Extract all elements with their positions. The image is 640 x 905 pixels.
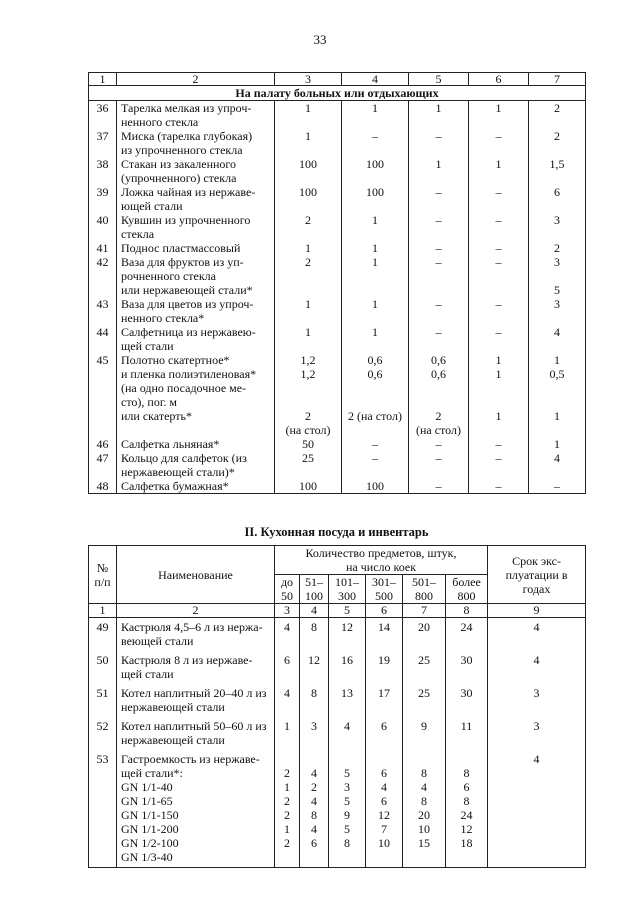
item-value: 4 xyxy=(275,684,300,717)
item-value: 1,2 1,2 2 (на стол) xyxy=(275,353,342,437)
table-row xyxy=(89,437,586,451)
item-value: 1 xyxy=(529,437,586,451)
item-value: – xyxy=(469,241,529,255)
section-title-kitchen: II. Кухонная посуда и инвентарь xyxy=(244,525,429,539)
header-beds: 51– 100 xyxy=(300,575,329,604)
item-value: – xyxy=(409,185,469,213)
table-row xyxy=(89,129,586,157)
item-value: – xyxy=(469,451,529,479)
item-value: 6 xyxy=(529,185,586,213)
row-number: 53 xyxy=(89,750,117,868)
row-number: 52 xyxy=(89,717,117,750)
item-value: 24 xyxy=(446,618,488,652)
item-value: 3 xyxy=(300,717,329,750)
column-number: 5 xyxy=(409,73,469,86)
item-value: – xyxy=(469,479,529,494)
item-value: 1 1 1 xyxy=(469,353,529,437)
item-value: 1 xyxy=(342,297,409,325)
item-value: 1 xyxy=(275,101,342,130)
item-value: 1 xyxy=(409,101,469,130)
item-value: 1 xyxy=(275,325,342,353)
column-number: 1 xyxy=(89,604,117,618)
table-row xyxy=(89,325,586,353)
item-value: 13 xyxy=(329,684,366,717)
row-number: 37 xyxy=(89,129,117,157)
item-name: Салфетка бумажная* xyxy=(117,479,275,494)
item-value: 1 xyxy=(342,101,409,130)
column-number: 2 xyxy=(117,604,275,618)
item-value: – xyxy=(409,451,469,479)
item-value: 12 xyxy=(329,618,366,652)
item-value: – xyxy=(409,241,469,255)
header-qty: Количество предметов, штук, на число коек xyxy=(275,546,488,575)
item-name: Салфетница из нержавею- щей стали xyxy=(117,325,275,353)
header-name: Наименование xyxy=(117,546,275,604)
header-beds: 501– 800 xyxy=(403,575,446,604)
item-value: 8 xyxy=(300,618,329,652)
item-value: – xyxy=(529,479,586,494)
item-value: – xyxy=(342,129,409,157)
item-name: Кастрюля 8 л из нержаве- щей стали xyxy=(117,651,275,684)
column-number: 4 xyxy=(342,73,409,86)
item-value: 4 xyxy=(275,618,300,652)
item-name: Гастроемкость из нержаве- щей стали*: GN 1/1-40 GN 1/1-65 GN 1/1-150 GN 1/1-200 GN 1/2-100 GN 1/3-40 xyxy=(117,750,275,868)
item-value: 1 xyxy=(342,255,409,297)
item-value: 2 xyxy=(529,241,586,255)
item-value: 1 xyxy=(469,101,529,130)
item-value: 6 xyxy=(366,717,403,750)
item-value: 0,6 0,6 2 (на стол) xyxy=(409,353,469,437)
header-beds: 301– 500 xyxy=(366,575,403,604)
item-value: 30 xyxy=(446,651,488,684)
item-value: 100 xyxy=(275,479,342,494)
item-value: 100 xyxy=(342,157,409,185)
item-term: 4 xyxy=(488,618,586,652)
item-value: 1 xyxy=(342,325,409,353)
row-number: 46 xyxy=(89,437,117,451)
item-name: Стакан из закаленного (упрочненного) стекла xyxy=(117,157,275,185)
item-value: 17 xyxy=(366,684,403,717)
item-value: 25 xyxy=(403,684,446,717)
column-number: 6 xyxy=(366,604,403,618)
item-value: 25 xyxy=(275,451,342,479)
item-value: 1,5 xyxy=(529,157,586,185)
item-value: 1 xyxy=(409,157,469,185)
item-value: 1 xyxy=(275,717,300,750)
column-number: 4 xyxy=(300,604,329,618)
table-room-tableware xyxy=(88,72,586,494)
row-number: 44 xyxy=(89,325,117,353)
table-row xyxy=(89,717,586,750)
row-number: 41 xyxy=(89,241,117,255)
row-number: 36 xyxy=(89,101,117,130)
section-heading: На палату больных или отдыхающих xyxy=(89,86,586,101)
item-value: 1 xyxy=(275,297,342,325)
item-value: 20 xyxy=(403,618,446,652)
row-number: 48 xyxy=(89,479,117,494)
header-term: Срок экс- плуатации в годах xyxy=(488,546,586,604)
column-number: 1 xyxy=(89,73,117,86)
column-number: 6 xyxy=(469,73,529,86)
row-number: 42 xyxy=(89,255,117,297)
row-number: 49 xyxy=(89,618,117,652)
item-value: 100 xyxy=(275,185,342,213)
table-row xyxy=(89,297,586,325)
item-value: 3 xyxy=(529,297,586,325)
item-value: 25 xyxy=(403,651,446,684)
item-value: 2 xyxy=(529,129,586,157)
item-value: 6 4 6 12 7 10 xyxy=(366,750,403,868)
item-value: 2 xyxy=(529,101,586,130)
header-beds: 101– 300 xyxy=(329,575,366,604)
table-row xyxy=(89,451,586,479)
item-value: 6 xyxy=(275,651,300,684)
row-number: 51 xyxy=(89,684,117,717)
item-value: 16 xyxy=(329,651,366,684)
column-number: 2 xyxy=(117,73,275,86)
row-number: 50 xyxy=(89,651,117,684)
item-value: 4 xyxy=(529,325,586,353)
row-number: 38 xyxy=(89,157,117,185)
table-row xyxy=(89,101,586,130)
table-row xyxy=(89,618,586,652)
row-number: 45 xyxy=(89,353,117,437)
table-row xyxy=(89,651,586,684)
item-name: Поднос пластмассовый xyxy=(117,241,275,255)
table-row xyxy=(89,241,586,255)
table-row xyxy=(89,185,586,213)
item-value: 9 xyxy=(403,717,446,750)
item-value: – xyxy=(469,255,529,297)
item-name: Котел наплитный 50–60 л из нержавеющей стали xyxy=(117,717,275,750)
item-value: 100 xyxy=(275,157,342,185)
item-value: 8 xyxy=(300,684,329,717)
item-name: Полотно скатертное* и пленка полиэтиленовая* (на одно посадочное ме- сто), пог. м или скатерть* xyxy=(117,353,275,437)
item-term: 3 xyxy=(488,717,586,750)
item-value: 2 xyxy=(275,255,342,297)
item-value: 19 xyxy=(366,651,403,684)
item-value: – xyxy=(409,255,469,297)
item-name: Котел наплитный 20–40 л из нержавеющей стали xyxy=(117,684,275,717)
header-beds: до 50 xyxy=(275,575,300,604)
item-name: Тарелка мелкая из упроч- ненного стекла xyxy=(117,101,275,130)
item-value: – xyxy=(469,185,529,213)
item-name: Салфетка льняная* xyxy=(117,437,275,451)
item-value: 50 xyxy=(275,437,342,451)
column-number: 5 xyxy=(329,604,366,618)
header-no: № п/п xyxy=(89,546,117,604)
item-value: – xyxy=(409,129,469,157)
item-term: 3 xyxy=(488,684,586,717)
item-value: – xyxy=(469,437,529,451)
item-value: 1 xyxy=(342,213,409,241)
item-value: 1 xyxy=(275,241,342,255)
item-value: – xyxy=(342,451,409,479)
column-number: 7 xyxy=(529,73,586,86)
table-kitchen-ware xyxy=(88,545,586,868)
item-value: 100 xyxy=(342,479,409,494)
item-value: 1 xyxy=(469,157,529,185)
table-row xyxy=(89,255,586,297)
item-value: – xyxy=(469,325,529,353)
item-value: 4 xyxy=(329,717,366,750)
item-value: 8 4 8 20 10 15 xyxy=(403,750,446,868)
item-value: 1 xyxy=(342,241,409,255)
table-row xyxy=(89,479,586,494)
column-number: 8 xyxy=(446,604,488,618)
item-value: – xyxy=(469,129,529,157)
table-row xyxy=(89,157,586,185)
row-number: 43 xyxy=(89,297,117,325)
item-name: Ваза для цветов из упроч- ненного стекла* xyxy=(117,297,275,325)
item-name: Ложка чайная из нержаве- ющей стали xyxy=(117,185,275,213)
item-value: 2 1 2 2 1 2 xyxy=(275,750,300,868)
item-value: 3 5 xyxy=(529,255,586,297)
item-name: Миска (тарелка глубокая) из упрочненного стекла xyxy=(117,129,275,157)
row-number: 39 xyxy=(89,185,117,213)
item-value: – xyxy=(469,297,529,325)
item-term: 4 xyxy=(488,651,586,684)
item-value: – xyxy=(409,213,469,241)
item-value: – xyxy=(342,437,409,451)
item-value: 12 xyxy=(300,651,329,684)
item-value: 5 3 5 9 5 8 xyxy=(329,750,366,868)
item-value: 1 0,5 1 xyxy=(529,353,586,437)
item-value: 30 xyxy=(446,684,488,717)
item-value: 8 6 8 24 12 18 xyxy=(446,750,488,868)
column-number: 9 xyxy=(488,604,586,618)
item-value: 14 xyxy=(366,618,403,652)
item-term: 4 xyxy=(488,750,586,868)
row-number: 47 xyxy=(89,451,117,479)
item-value: 1 xyxy=(275,129,342,157)
item-name: Ваза для фруктов из уп- рочненного стекла или нержавеющей стали* xyxy=(117,255,275,297)
table-row xyxy=(89,213,586,241)
column-number: 3 xyxy=(275,604,300,618)
item-value: 4 xyxy=(529,451,586,479)
item-value: 11 xyxy=(446,717,488,750)
item-name: Кастрюля 4,5–6 л из нержа- веющей стали xyxy=(117,618,275,652)
table-row xyxy=(89,353,586,437)
item-value: – xyxy=(469,213,529,241)
item-value: 2 xyxy=(275,213,342,241)
item-value: 3 xyxy=(529,213,586,241)
page-number: 33 xyxy=(313,32,327,47)
column-number: 7 xyxy=(403,604,446,618)
item-value: – xyxy=(409,479,469,494)
column-number: 3 xyxy=(275,73,342,86)
item-name: Кольцо для салфеток (из нержавеющей стали)* xyxy=(117,451,275,479)
row-number: 40 xyxy=(89,213,117,241)
header-beds: более 800 xyxy=(446,575,488,604)
table-row xyxy=(89,684,586,717)
table-row xyxy=(89,750,586,868)
item-value: 4 2 4 8 4 6 xyxy=(300,750,329,868)
item-value: – xyxy=(409,325,469,353)
item-value: 100 xyxy=(342,185,409,213)
item-value: 0,6 0,6 2 (на стол) xyxy=(342,353,409,437)
item-value: – xyxy=(409,297,469,325)
item-value: – xyxy=(409,437,469,451)
item-name: Кувшин из упрочненного стекла xyxy=(117,213,275,241)
